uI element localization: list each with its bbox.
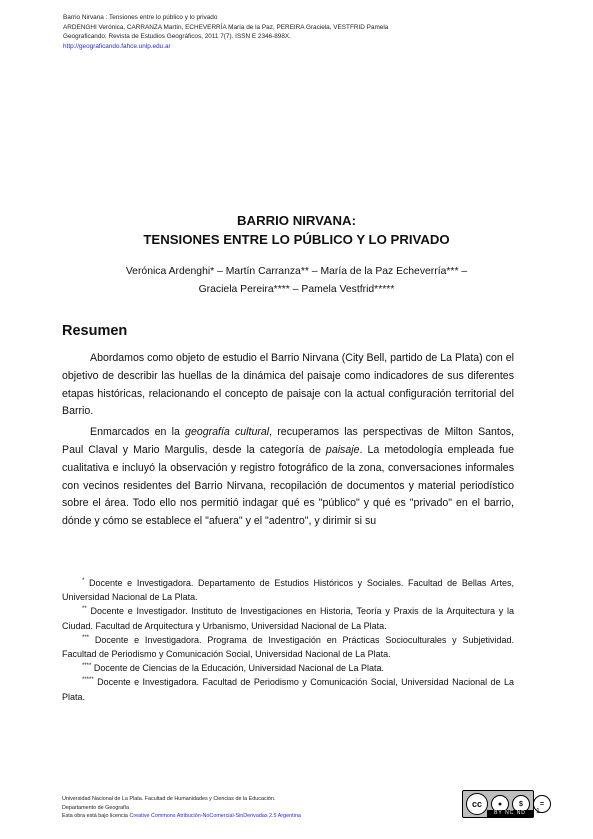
paragraph: Abordamos como objeto de estudio el Barrio Nirvana (City Bell, partido de La Plata) con el objetivo de describir las huellas de la dinámica del paisaje como indicadores de sus diferentes etapas históricas, relacionando el concepto de paisaje con la actual configuración territorial del Barrio. bbox=[62, 352, 514, 418]
page-footer bbox=[62, 795, 442, 821]
cc-icon: cc bbox=[466, 793, 488, 815]
header-url-link[interactable]: http://geograficando.fahce.unlp.edu.ar bbox=[63, 42, 171, 50]
footer-department: Departamento de Geografía bbox=[62, 804, 130, 811]
abstract-body bbox=[62, 350, 514, 531]
creative-commons-badge[interactable] bbox=[462, 790, 545, 818]
author-list bbox=[50, 263, 543, 299]
footer-license: Esta obra está bajo licencia Creative Commons Atribución-NoComercial-SinDerivadas 2.5 Argentina bbox=[62, 813, 301, 820]
authors-line-1: Verónica Ardenghi* – Martín Carranza** – María de la Paz Echeverría*** – bbox=[125, 266, 468, 277]
footnote: ***** Docente e Investigadora. Facultad de Periodismo y Comunicación Social, Universidad Nacional de La Plata. bbox=[62, 677, 514, 702]
footnote: **** Docente de Ciencias de la Educación, Universidad Nacional de La Plata. bbox=[82, 663, 385, 674]
title-line-2: TENSIONES ENTRE LO PÚBLICO Y LO PRIVADO bbox=[143, 232, 450, 247]
header-journal: Geograficando: Revista de Estudios Geográficos, 2011 7(7). ISSN E 2346-898X. bbox=[63, 33, 291, 41]
footnotes bbox=[62, 576, 514, 704]
paragraph: Enmarcados en la geografía cultural, recuperamos las perspectivas de Milton Santos, Paul Claval y Mario Margulis, desde la categoría de paisaje. La metodología empleada fue cualitativa e incluyó la observación y registro fotográfico de la zona, conversaciones informales con vecinos residentes del Barrio Nirvana, recopilación de documentos y material periodístico sobre el área. Todo ello nos permitió indagar qué es "público" y qué es "privado" en el barrio, dónde y cómo se establece el "afuera" y el "adentro", y dirimir si su bbox=[62, 426, 514, 528]
emphasis: paisaje bbox=[325, 443, 360, 456]
authors-line-2: Graciela Pereira**** – Pamela Vestfrid***** bbox=[198, 284, 395, 295]
footnote: *** Docente e Investigadora. Programa de Investigación en Prácticas Socioculturales y Subjetividad. Facultad de Periodismo y Comunicación Social, Universidad Nacional de La Plata. bbox=[62, 634, 514, 660]
article-title bbox=[0, 211, 593, 249]
running-header bbox=[63, 13, 533, 51]
header-title: Barrio Nirvana : Tensiones entre lo público y lo privado bbox=[63, 14, 218, 21]
header-authors: ARDENGHI Verónica, CARRANZA Martín, ECHEVERRÍA María de la Paz, PEREIRA Graciela, VESTFRID Pamela bbox=[63, 23, 389, 31]
attribution-icon: ● bbox=[491, 795, 509, 813]
footnote: * Docente e Investigadora. Departamento de Estudios Históricos y Sociales. Facultad de Bellas Artes, Universidad Nacional de La Plata. bbox=[62, 578, 514, 603]
emphasis: geografía cultural bbox=[185, 426, 270, 439]
cc-badge-labels: BY NC ND bbox=[487, 810, 533, 817]
noncommercial-icon: $ bbox=[512, 795, 530, 813]
license-link[interactable]: Creative Commons Atribución-NoComercial-SinDerivadas 2.5 Argentina bbox=[129, 813, 301, 820]
noderivatives-icon: = bbox=[533, 795, 551, 813]
section-heading: Resumen bbox=[62, 323, 128, 339]
page-number: 1 bbox=[536, 808, 540, 815]
title-line-1: BARRIO NIRVANA: bbox=[237, 213, 356, 228]
footnote: ** Docente e Investigador. Instituto de Investigaciones en Historia, Teoría y Praxis de la Arquitectura y la Ciudad. Facultad de Arquitectura y Urbanismo, Universidad Nacional de La Plata. bbox=[62, 606, 514, 631]
footer-university: Universidad Nacional de La Plata. Facultad de Humanidades y Ciencias de la Educación. bbox=[62, 796, 276, 802]
